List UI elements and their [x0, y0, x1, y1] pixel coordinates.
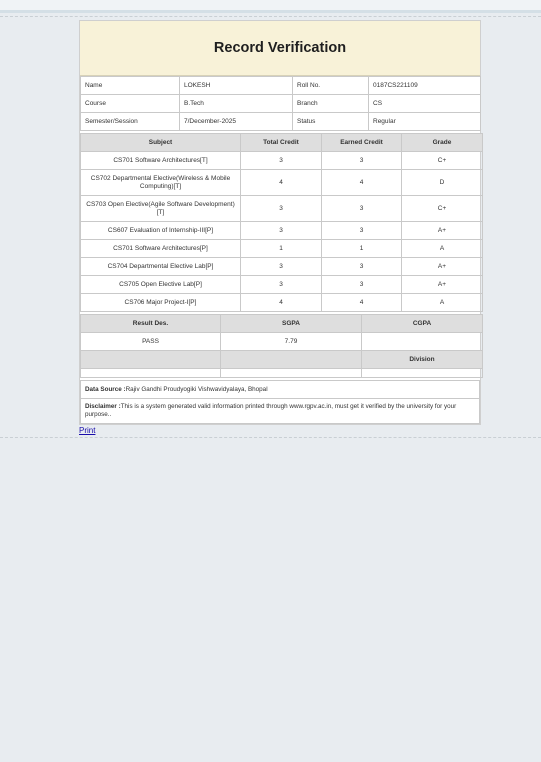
grade-cell: C+	[402, 152, 483, 170]
table-row	[81, 294, 483, 312]
grade-cell: A+	[402, 258, 483, 276]
total-credit-cell: 3	[241, 222, 322, 240]
total-credit-cell: 3	[241, 152, 322, 170]
top-dashed-divider	[0, 16, 541, 17]
subject-cell: CS705 Open Elective Lab[P]	[81, 276, 241, 294]
division-header-row	[81, 351, 483, 369]
print-link[interactable]: Print	[79, 426, 96, 435]
table-row	[81, 196, 483, 222]
marks-header-row	[81, 134, 483, 152]
data-source	[80, 380, 480, 399]
session-value: 7/December-2025	[180, 113, 293, 131]
earned-credit-cell: 4	[322, 294, 402, 312]
table-row	[81, 222, 483, 240]
disclaimer-label: Disclaimer :	[85, 403, 121, 410]
result-table	[80, 314, 483, 378]
result-value-row	[81, 333, 483, 351]
blank-cell	[221, 369, 362, 378]
grade-cell: D	[402, 170, 483, 196]
result-header-row	[81, 315, 483, 333]
blank-header-cell	[81, 351, 221, 369]
earned-credit-cell: 3	[322, 196, 402, 222]
course-label: Course	[81, 95, 180, 113]
earned-credit-cell: 3	[322, 276, 402, 294]
browser-top-strip	[0, 0, 541, 10]
cgpa-value	[362, 333, 483, 351]
status-label: Status	[293, 113, 369, 131]
data-source-label: Data Source :	[85, 386, 126, 393]
roll-value: 0187CS221109	[369, 77, 481, 95]
total-credit-cell: 3	[241, 276, 322, 294]
subject-cell: CS607 Evaluation of Internship-III[P]	[81, 222, 241, 240]
sgpa-header: SGPA	[221, 315, 362, 333]
data-source-text: Rajiv Gandhi Proudyogiki Vishwavidyalaya, Bhopal	[125, 386, 268, 393]
subject-cell: CS701 Software Architectures[T]	[81, 152, 241, 170]
earned-credit-cell: 3	[322, 152, 402, 170]
result-des-header: Result Des.	[81, 315, 221, 333]
bottom-dashed-divider	[0, 437, 541, 438]
info-row	[81, 95, 481, 113]
name-label: Name	[81, 77, 180, 95]
table-row	[81, 240, 483, 258]
blank-cell	[81, 369, 221, 378]
subject-header: Subject	[81, 134, 241, 152]
division-value-row	[81, 369, 483, 378]
total-credit-cell: 3	[241, 258, 322, 276]
record-card	[79, 20, 481, 425]
grade-header: Grade	[402, 134, 483, 152]
subject-cell: CS704 Departmental Elective Lab[P]	[81, 258, 241, 276]
earned-credit-header: Earned Credit	[322, 134, 402, 152]
earned-credit-cell: 4	[322, 170, 402, 196]
sgpa-value: 7.79	[221, 333, 362, 351]
roll-label: Roll No.	[293, 77, 369, 95]
status-value: Regular	[369, 113, 481, 131]
disclaimer-text: This is a system generated valid information printed through www.rgpv.ac.in, must get it verified by the university for your purpose..	[85, 403, 457, 418]
grade-cell: A	[402, 240, 483, 258]
table-row	[81, 258, 483, 276]
division-value	[362, 369, 483, 378]
earned-credit-cell: 1	[322, 240, 402, 258]
table-row	[81, 152, 483, 170]
marks-table	[80, 133, 483, 312]
total-credit-header: Total Credit	[241, 134, 322, 152]
top-divider	[0, 10, 541, 13]
subject-cell: CS703 Open Elective(Agile Software Development)[T]	[81, 196, 241, 222]
table-row	[81, 276, 483, 294]
cgpa-header: CGPA	[362, 315, 483, 333]
earned-credit-cell: 3	[322, 258, 402, 276]
blank-header-cell	[221, 351, 362, 369]
branch-value: CS	[369, 95, 481, 113]
page-title: Record Verification	[80, 21, 480, 76]
subject-cell: CS706 Major Project-I[P]	[81, 294, 241, 312]
earned-credit-cell: 3	[322, 222, 402, 240]
total-credit-cell: 4	[241, 294, 322, 312]
grade-cell: A	[402, 294, 483, 312]
disclaimer	[80, 399, 480, 424]
total-credit-cell: 3	[241, 196, 322, 222]
info-row	[81, 77, 481, 95]
session-label: Semester/Session	[81, 113, 180, 131]
branch-label: Branch	[293, 95, 369, 113]
grade-cell: A+	[402, 276, 483, 294]
result-des-value: PASS	[81, 333, 221, 351]
grade-cell: C+	[402, 196, 483, 222]
grade-cell: A+	[402, 222, 483, 240]
subject-cell: CS702 Departmental Elective(Wireless & Mobile Computing)[T]	[81, 170, 241, 196]
table-row	[81, 170, 483, 196]
student-info-table	[80, 76, 481, 131]
course-value: B.Tech	[180, 95, 293, 113]
total-credit-cell: 1	[241, 240, 322, 258]
subject-cell: CS701 Software Architectures[P]	[81, 240, 241, 258]
name-value: LOKESH	[180, 77, 293, 95]
total-credit-cell: 4	[241, 170, 322, 196]
info-row	[81, 113, 481, 131]
division-header: Division	[362, 351, 483, 369]
